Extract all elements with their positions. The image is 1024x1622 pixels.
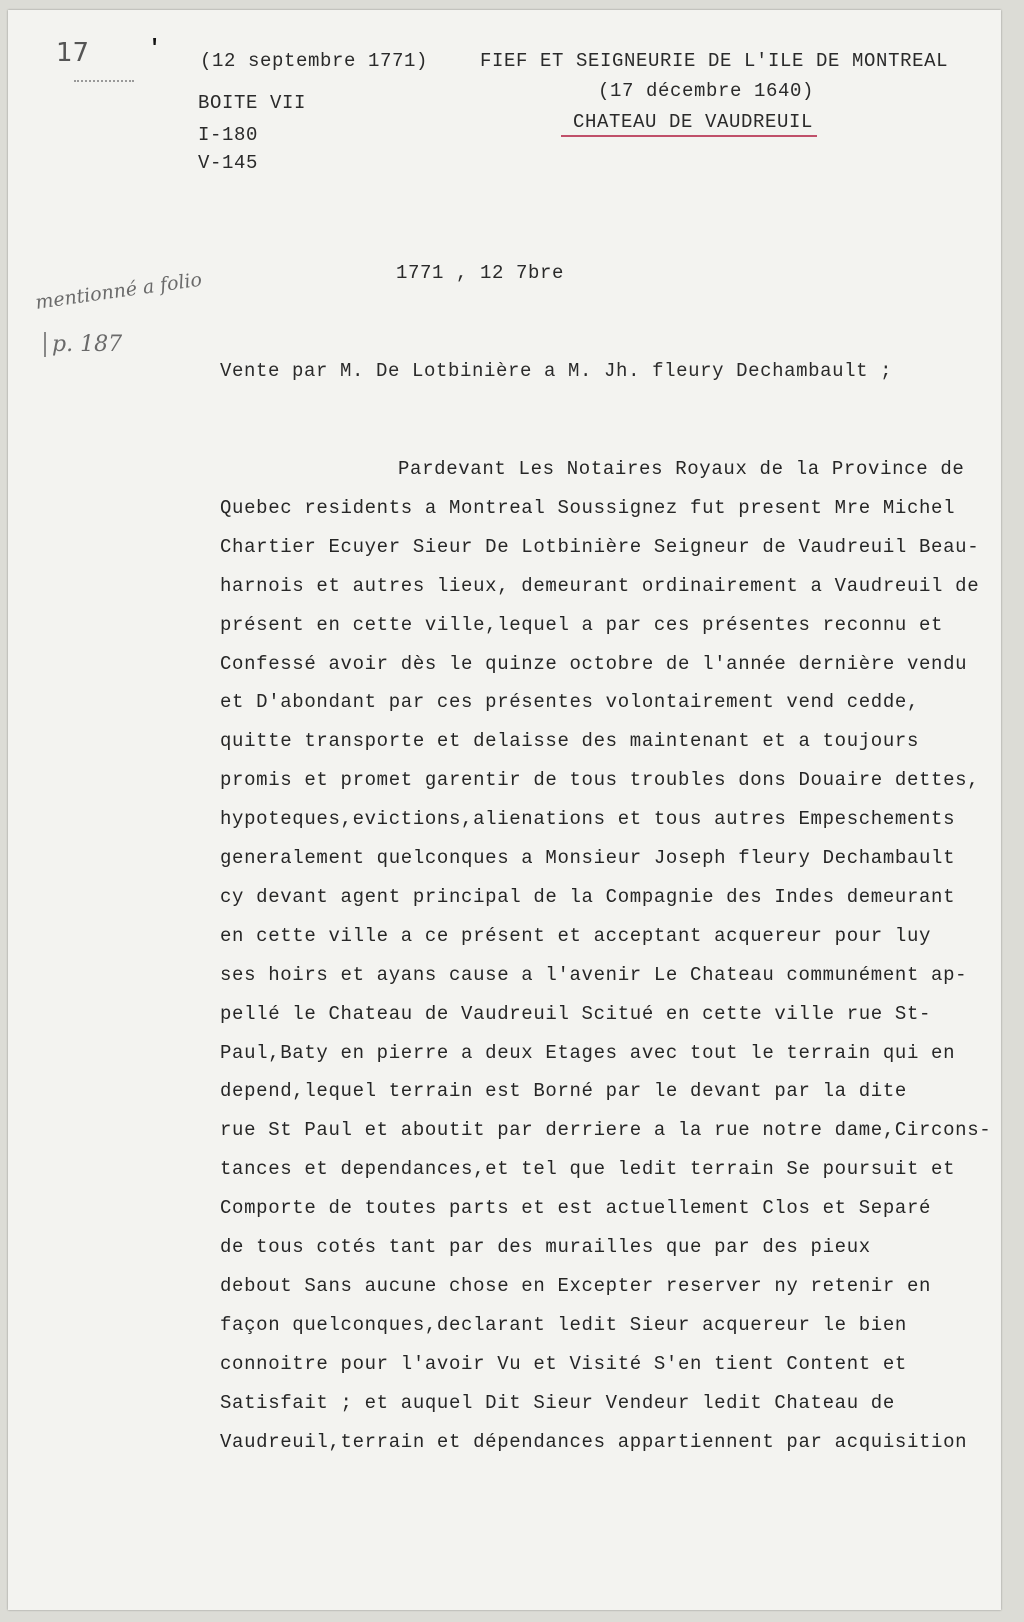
body-line: quitte transporte et delaisse des maintenant et a toujours <box>220 730 920 753</box>
body-line: generalement quelconques a Monsieur Joseph fleury Dechambault <box>220 847 956 869</box>
body-line: depend,lequel terrain est Borné par le devant par la dite <box>220 1080 907 1103</box>
body-line: cy devant agent principal de la Compagnie des Indes demeurant <box>220 885 956 908</box>
body-line: promis et promet garentir de tous troubles dons Douaire dettes, <box>220 769 980 792</box>
document-page <box>8 10 1001 1610</box>
body-line: et D'abondant par ces présentes volontairement vend cedde, <box>220 691 920 714</box>
body-line: debout Sans aucune chose en Excepter reserver ny retenir en <box>220 1274 932 1297</box>
document-title: Vente par M. De Lotbinière a M. Jh. fleury Dechambault ; <box>220 360 893 382</box>
margin-mark: ' <box>148 36 162 61</box>
margin-annotation-page: p. 187 <box>44 332 122 357</box>
reference-2: V-145 <box>198 152 259 174</box>
body-line: présent en cette ville,lequel a par ces présentes reconnu et <box>220 613 944 636</box>
body-line: Pardevant Les Notaires Royaux de la Province de <box>398 458 965 480</box>
body-line: Paul,Baty en pierre a deux Etages avec tout le terrain qui en <box>220 1041 956 1064</box>
margin-dash <box>74 80 134 82</box>
fief-title: FIEF ET SEIGNEURIE DE L'ILE DE MONTREAL <box>480 50 949 72</box>
document-date: 1771 , 12 7bre <box>396 262 565 284</box>
body-line: façon quelconques,declarant ledit Sieur acquereur le bien <box>220 1313 907 1336</box>
body-line: Vaudreuil,terrain et dépendances appartiennent par acquisition <box>220 1430 968 1453</box>
body-line: Confessé avoir dès le quinze octobre de l'année dernière vendu <box>220 652 968 675</box>
body-line: hypoteques,evictions,alienations et tous autres Empeschements <box>220 808 956 831</box>
body-line: Quebec residents a Montreal Soussignez fut present Mre Michel <box>220 496 956 519</box>
body-line: Satisfait ; et auquel Dit Sieur Vendeur ledit Chateau de <box>220 1391 895 1414</box>
body-line: en cette ville a ce présent et acceptant acquereur pour luy <box>220 924 932 947</box>
box-reference: BOITE VII <box>198 92 307 114</box>
body-line: rue St Paul et aboutit par derriere a la rue notre dame,Circons- <box>220 1119 992 1142</box>
body-line: ses hoirs et ayans cause a l'avenir Le Chateau communément ap- <box>220 963 968 986</box>
body-line: Chartier Ecuyer Sieur De Lotbinière Seigneur de Vaudreuil Beau- <box>220 535 980 558</box>
body-line: pellé le Chateau de Vaudreuil Scitué en cette ville rue St- <box>220 1002 932 1025</box>
header-date: (12 septembre 1771) <box>200 50 429 72</box>
body-line: connoitre pour l'avoir Vu et Visité S'en tient Content et <box>220 1352 907 1375</box>
body-line: harnois et autres lieux, demeurant ordinairement a Vaudreuil de <box>220 574 980 597</box>
folio-number: 17 <box>56 38 90 68</box>
body-line: Comporte de toutes parts et est actuellement Clos et Separé <box>220 1197 932 1220</box>
chateau-heading: CHATEAU DE VAUDREUIL <box>561 111 817 137</box>
body-line: de tous cotés tant par des murailles que par des pieux <box>220 1236 871 1258</box>
margin-annotation: mentionné a folio <box>34 268 204 314</box>
reference-1: I-180 <box>198 124 259 146</box>
fief-date: (17 décembre 1640) <box>598 80 815 102</box>
body-line: tances et dependances,et tel que ledit terrain Se poursuit et <box>220 1158 956 1181</box>
